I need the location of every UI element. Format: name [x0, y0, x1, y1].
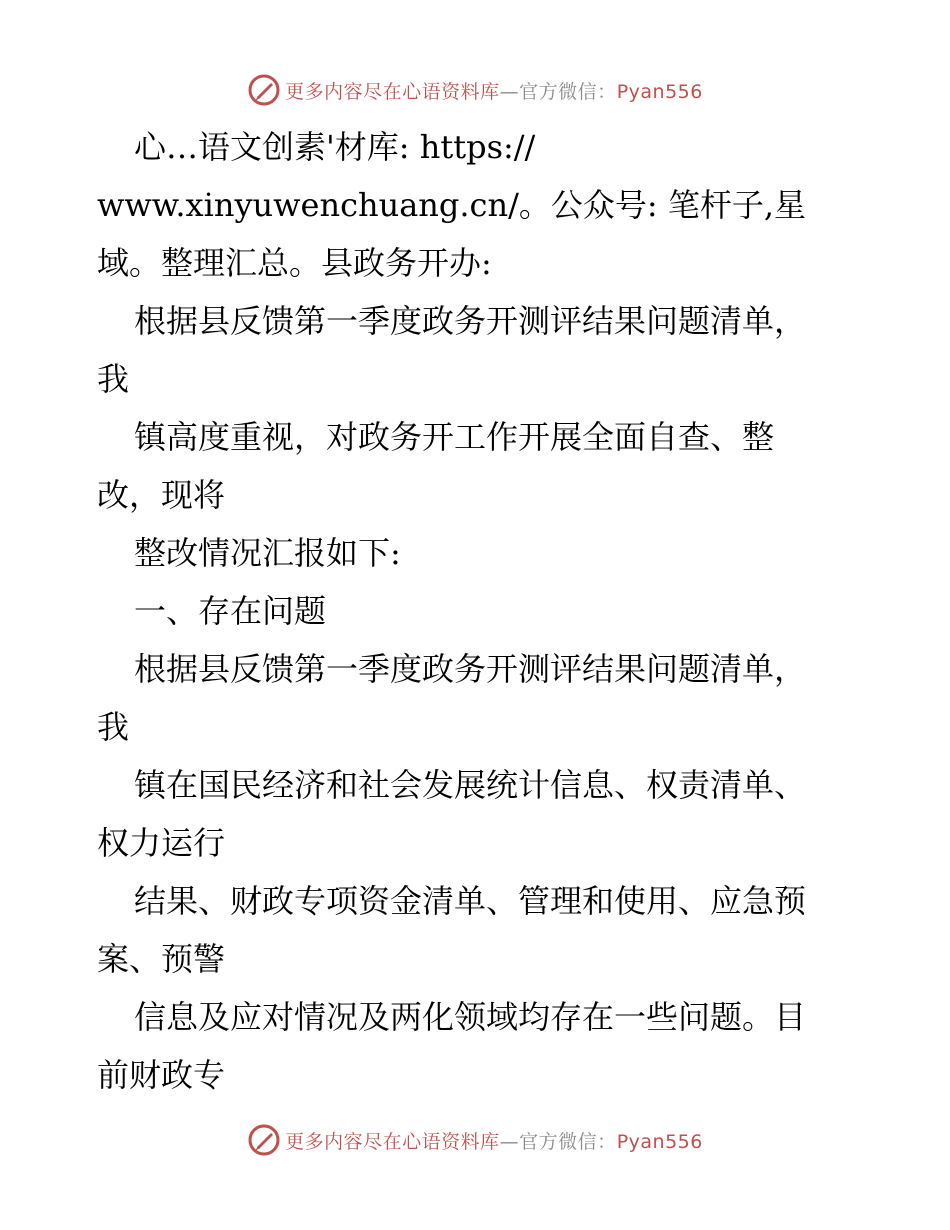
- banner-dash: —: [499, 80, 520, 103]
- text-line: 镇在国民经济和社会发展统计信息、权责清单、: [134, 766, 807, 804]
- text-line: 根据县反馈第一季度政务开测评结果问题清单，: [134, 650, 807, 688]
- pen-logo-icon: [247, 1123, 281, 1157]
- text-line: 我: [97, 708, 130, 746]
- footer-banner: [0, 1120, 950, 1160]
- text-line: 案、预警: [97, 940, 226, 978]
- text-line: 我: [97, 360, 130, 398]
- banner-wechat-id: Pyan556: [616, 80, 703, 103]
- pen-logo-icon: [247, 73, 281, 107]
- text-line: 一、存在问题: [134, 592, 327, 630]
- text-line: 信息及应对情况及两化领域均存在一些问题。目: [134, 998, 807, 1036]
- banner-wechat-id: Pyan556: [616, 1130, 703, 1153]
- banner-dash: —: [499, 1130, 520, 1153]
- text-line: www.xinyuwenchuang.cn/。公众号: 笔杆子,星: [97, 186, 806, 224]
- banner-wechat-label: 官方微信：: [519, 1130, 617, 1153]
- text-line: 镇高度重视，对政务开工作开展全面自查、整: [134, 418, 775, 456]
- text-line: 根据县反馈第一季度政务开测评结果问题清单，: [134, 302, 807, 340]
- text-line: 前财政专: [97, 1056, 226, 1094]
- banner-main-text: 更多内容尽在心语资料库: [285, 1130, 500, 1153]
- text-line: 整改情况汇报如下:: [134, 534, 401, 572]
- text-line: 域。整理汇总。县政务开办:: [97, 244, 492, 282]
- document-body: [97, 118, 897, 1104]
- banner-wechat-label: 官方微信：: [519, 80, 617, 103]
- text-line: 改，现将: [97, 476, 226, 514]
- banner-text: [285, 77, 703, 104]
- text-line: 权力运行: [97, 824, 226, 862]
- banner-text: [285, 1127, 703, 1154]
- banner-main-text: 更多内容尽在心语资料库: [285, 80, 500, 103]
- text-line: 心…语文创素'材库: https://: [134, 128, 536, 166]
- text-line: 结果、财政专项资金清单、管理和使用、应急预: [134, 882, 807, 920]
- header-banner: [0, 70, 950, 110]
